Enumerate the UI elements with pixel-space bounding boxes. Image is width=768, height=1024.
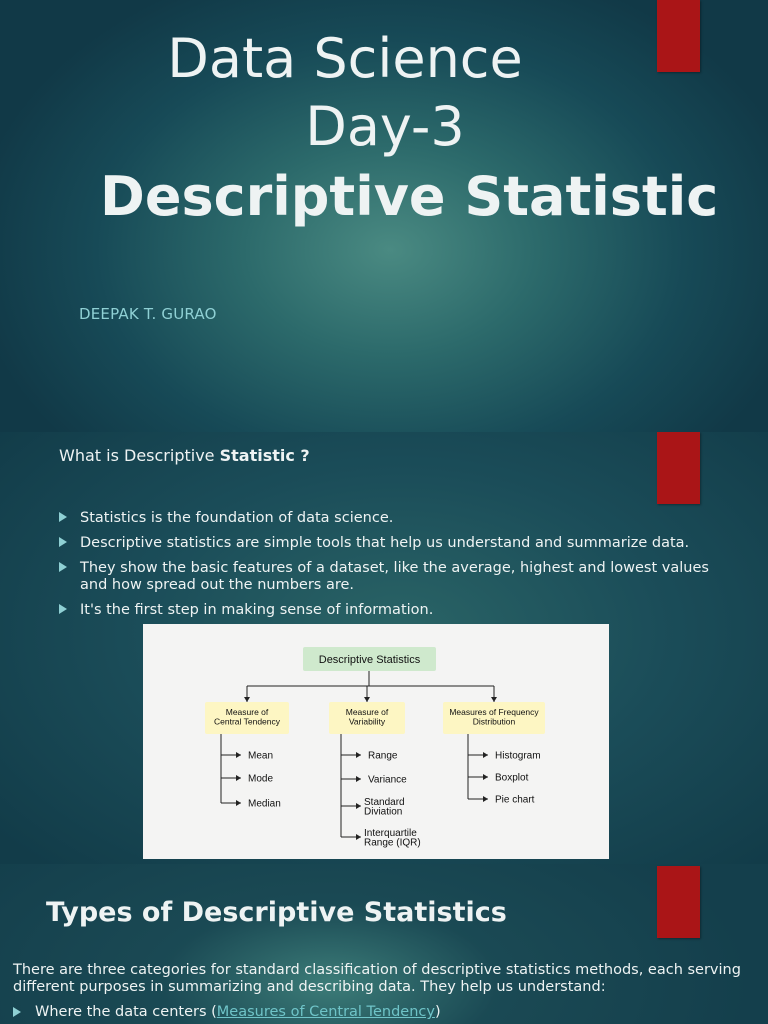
title-line-1: Data Science	[167, 27, 523, 90]
diagram-canvas	[143, 624, 609, 859]
author-name: DEEPAK T. GURAO	[79, 305, 217, 323]
central-tendency-link[interactable]: Measures of Central Tendency	[216, 1004, 435, 1020]
list-item	[13, 1004, 441, 1021]
section-paragraph: There are three categories for standard classification of descriptive statistics methods, each serving different purposes in summarizing and describing data. They help us understand:	[13, 962, 741, 995]
bullet-arrow-icon	[13, 1007, 21, 1017]
types-slide	[0, 864, 768, 1024]
bullet-text: It's the first step in making sense of information.	[80, 602, 434, 618]
item-connector-head	[483, 774, 488, 780]
list-item	[59, 602, 719, 619]
title-line-2: Day-3	[305, 95, 465, 158]
bullet-arrow-icon	[59, 562, 67, 572]
branch-node-label: Variability	[348, 716, 386, 727]
branch-node-label: Measure of	[345, 707, 389, 717]
slide-question	[59, 446, 310, 465]
branch-connector-head	[491, 697, 497, 702]
item-label: Range	[368, 750, 398, 762]
bullet-prefix: Where the data centers (	[35, 1004, 217, 1020]
item-label: Median	[248, 798, 281, 810]
item-connector-head	[356, 803, 361, 809]
bullet-list	[59, 510, 719, 627]
item-connector-head	[483, 796, 488, 802]
question-prefix: What is Descriptive	[59, 446, 220, 465]
item-label: Histogram	[495, 750, 541, 762]
title-line-3: Descriptive Statistic	[100, 165, 719, 228]
item-label: Pie chart	[495, 794, 535, 806]
item-label: Diviation	[364, 806, 403, 818]
branch-connector-head	[364, 697, 370, 702]
list-item	[59, 560, 719, 594]
root-node-label: Descriptive Statistics	[318, 654, 421, 666]
list-item	[59, 510, 719, 527]
branch-node-label: Measure of	[225, 707, 269, 717]
question-bold: Statistic ?	[219, 446, 310, 465]
item-connector-head	[236, 752, 241, 758]
item-label: Boxplot	[495, 772, 529, 784]
item-label: Interquartile	[364, 828, 417, 839]
title-slide	[0, 0, 768, 432]
branch-connector-head	[244, 697, 250, 702]
list-item	[59, 535, 719, 552]
branch-node-label: Distribution	[472, 716, 516, 727]
red-accent-tab	[657, 866, 700, 938]
bullet-arrow-icon	[59, 604, 67, 614]
branch-node-label: Central Tendency	[214, 716, 280, 727]
bullet-arrow-icon	[59, 512, 67, 522]
bullet-text: They show the basic features of a dataset, like the average, highest and lowest values and how spread out the numbers are.	[80, 560, 709, 593]
item-label: Range (IQR)	[364, 837, 421, 849]
item-connector-head	[236, 800, 241, 806]
bullet-arrow-icon	[59, 537, 67, 547]
item-connector-head	[356, 776, 361, 782]
item-connector-head	[356, 834, 361, 840]
item-label: Mean	[248, 750, 274, 762]
red-accent-tab	[657, 432, 700, 504]
item-connector-head	[356, 752, 361, 758]
item-label: Mode	[248, 773, 274, 785]
item-label: Variance	[368, 774, 407, 786]
descriptive-statistics-diagram	[143, 624, 609, 859]
section-heading: Types of Descriptive Statistics	[46, 897, 507, 928]
bullet-suffix: )	[434, 1004, 441, 1020]
branch-node-label: Measures of Frequency	[449, 707, 539, 717]
bullet-text: Statistics is the foundation of data science.	[80, 510, 394, 526]
bullet-text: Descriptive statistics are simple tools that help us understand and summarize data.	[80, 535, 690, 551]
item-connector-head	[483, 752, 488, 758]
item-label: Standard	[364, 797, 405, 808]
item-connector-head	[236, 775, 241, 781]
